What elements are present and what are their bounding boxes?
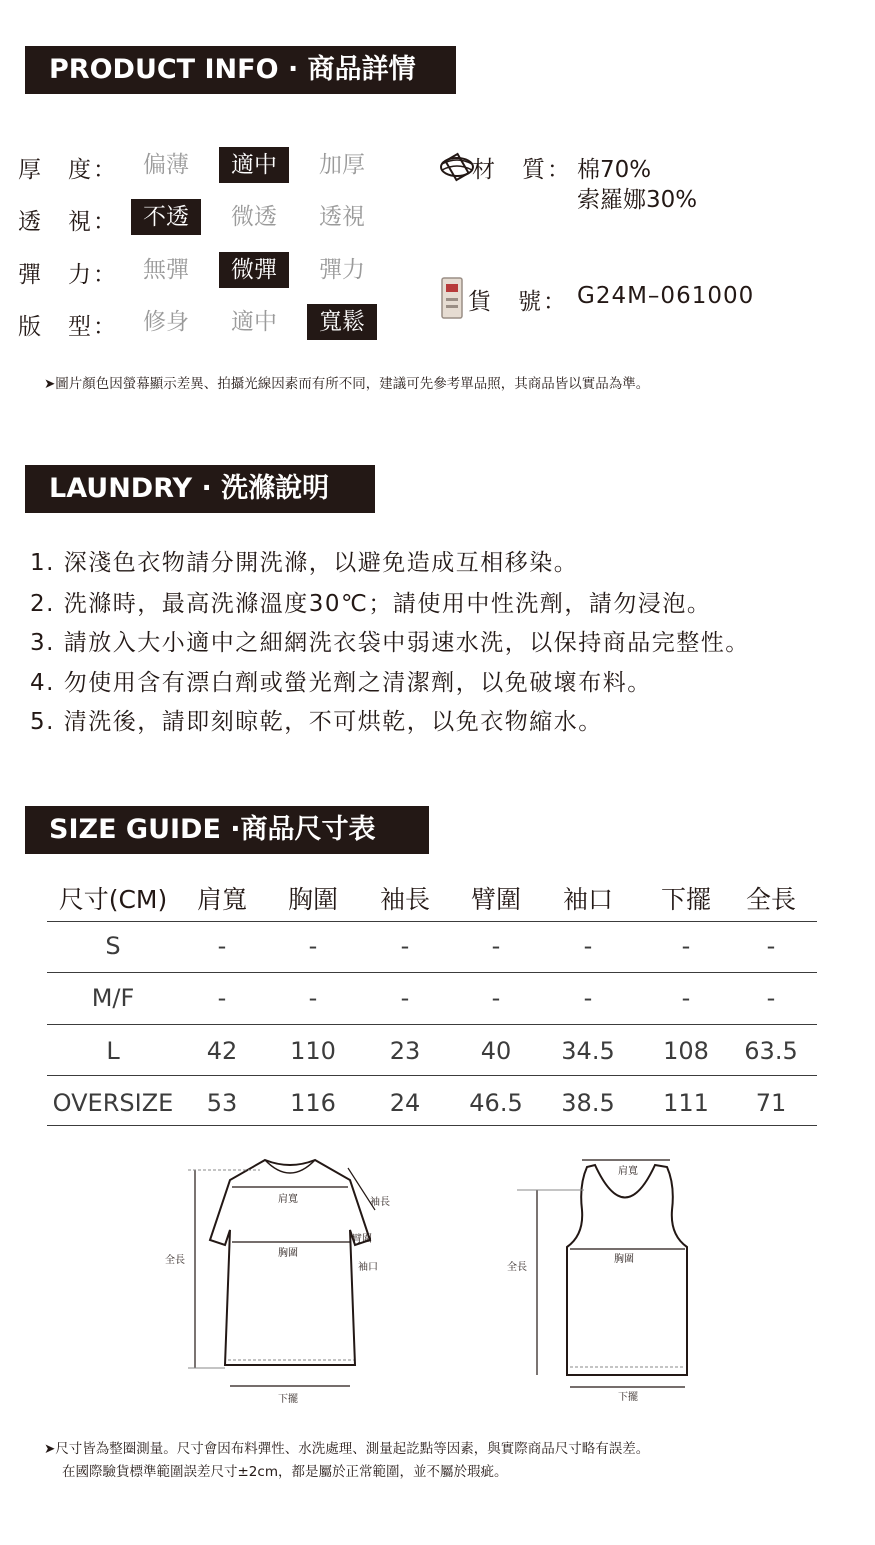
size-name-cell: L — [106, 1037, 120, 1065]
attribute-option: 無彈 — [143, 257, 189, 283]
attribute-option: 彈力 — [319, 257, 365, 283]
size-table-header-cell: 胸圍 — [287, 885, 339, 914]
cuff-label: 袖口 — [358, 1262, 378, 1273]
size-name-cell: S — [105, 932, 121, 960]
chest-label: 胸圍 — [278, 1248, 298, 1259]
material-line-1: 棉70% — [577, 157, 652, 183]
size-table-header-cell: 尺寸(CM) — [58, 885, 168, 914]
hem-label: 下擺 — [278, 1394, 298, 1405]
size-value-cell: 42 — [206, 1037, 238, 1065]
tshirt-diagram — [160, 1150, 410, 1410]
size-name-cell: M/F — [91, 984, 135, 1012]
size-value-cell: 38.5 — [561, 1089, 615, 1117]
laundry-item: 1. 深淺色衣物請分開洗滌，以避免造成互相移染。 — [30, 550, 579, 576]
tag-icon — [440, 276, 464, 320]
size-name-cell: OVERSIZE — [52, 1089, 174, 1117]
size-value-cell: - — [308, 932, 318, 960]
size-value-cell: - — [766, 984, 776, 1012]
size-value-cell: 63.5 — [744, 1037, 798, 1065]
size-value-cell: 111 — [663, 1089, 709, 1117]
attribute-option: 寬鬆 — [307, 304, 377, 340]
laundry-item: 3. 請放入大小適中之細網洗衣袋中弱速水洗，以保持商品完整性。 — [30, 630, 750, 656]
attribute-option: 微彈 — [219, 252, 289, 288]
size-value-cell: 108 — [663, 1037, 709, 1065]
size-value-cell: - — [583, 932, 593, 960]
attribute-option: 適中 — [231, 309, 277, 335]
size-value-cell: 110 — [290, 1037, 336, 1065]
attribute-option: 適中 — [219, 147, 289, 183]
svg-text:全長: 全長 — [507, 1262, 527, 1273]
attribute-label: 透 視： — [18, 209, 118, 235]
laundry-item: 4. 勿使用含有漂白劑或螢光劑之清潔劑，以免破壞布料。 — [30, 670, 652, 696]
size-value-cell: - — [766, 932, 776, 960]
size-table-header-cell: 袖長 — [379, 885, 431, 914]
size-guide-header: SIZE GUIDE ·商品尺寸表 — [25, 806, 429, 854]
size-note-1: ➤尺寸皆為整圈測量。尺寸會因布料彈性、水洗處理、測量起訖點等因素，與實際商品尺寸略有誤差。 — [44, 1441, 650, 1457]
material-line-2: 索羅娜30% — [577, 187, 698, 213]
size-value-cell: - — [491, 932, 501, 960]
size-table-header-cell: 臂圍 — [470, 885, 522, 914]
laundry-header: LAUNDRY · 洗滌說明 — [25, 465, 375, 513]
size-table-header-cell: 下擺 — [660, 885, 712, 914]
size-table-header-cell: 肩寬 — [196, 885, 248, 914]
attribute-option: 修身 — [143, 309, 189, 335]
svg-text:胸圍: 胸圍 — [614, 1254, 634, 1265]
size-value-cell: 53 — [206, 1089, 238, 1117]
shoulder-label: 肩寬 — [278, 1194, 298, 1205]
size-value-cell: 23 — [389, 1037, 421, 1065]
sku-value: G24M–061000 — [577, 283, 755, 309]
size-value-cell: 34.5 — [561, 1037, 615, 1065]
size-value-cell: - — [400, 984, 410, 1012]
size-value-cell: - — [217, 932, 227, 960]
laundry-item: 2. 洗滌時，最高洗滌溫度30℃；請使用中性洗劑，請勿浸泡。 — [30, 591, 712, 617]
size-value-cell: - — [681, 984, 691, 1012]
table-divider — [47, 921, 817, 922]
svg-text:下擺: 下擺 — [618, 1392, 638, 1403]
size-value-cell: 46.5 — [469, 1089, 523, 1117]
arm-label: 臂圍 — [352, 1234, 372, 1245]
attribute-option: 透視 — [319, 204, 365, 230]
size-value-cell: 24 — [389, 1089, 421, 1117]
length-label: 全長 — [165, 1255, 185, 1266]
product-note: ➤圖片顏色因螢幕顯示差異、拍攝光線因素而有所不同，建議可先參考單品照，其商品皆以實品為準。 — [44, 376, 650, 392]
table-divider — [47, 1075, 817, 1076]
size-table-header-cell: 全長 — [745, 885, 797, 914]
table-divider — [47, 972, 817, 973]
tank-top-diagram — [500, 1155, 720, 1410]
sku-label: 貨 號： — [468, 289, 568, 315]
svg-text:肩寬: 肩寬 — [618, 1166, 638, 1177]
attribute-label: 彈 力： — [18, 262, 118, 288]
attribute-option: 微透 — [231, 204, 277, 230]
product-info-header: PRODUCT INFO · 商品詳情 — [25, 46, 456, 94]
attribute-label: 厚 度： — [18, 157, 118, 183]
size-value-cell: - — [217, 984, 227, 1012]
attribute-option: 偏薄 — [143, 152, 189, 178]
size-value-cell: - — [308, 984, 318, 1012]
material-label: 材 質： — [472, 157, 572, 183]
size-table-header-cell: 袖口 — [562, 885, 614, 914]
attribute-option: 不透 — [131, 199, 201, 235]
attribute-option: 加厚 — [319, 152, 365, 178]
size-value-cell: - — [583, 984, 593, 1012]
sleeve-label: 袖長 — [370, 1197, 390, 1208]
table-divider — [47, 1125, 817, 1126]
size-value-cell: 40 — [480, 1037, 512, 1065]
size-value-cell: 71 — [755, 1089, 787, 1117]
size-note-2: 在國際驗貨標準範圍誤差尺寸±2cm，都是屬於正常範圍，並不屬於瑕疵。 — [62, 1464, 508, 1480]
attribute-label: 版 型： — [18, 314, 118, 340]
laundry-item: 5. 清洗後，請即刻晾乾，不可烘乾，以免衣物縮水。 — [30, 709, 603, 735]
size-value-cell: - — [491, 984, 501, 1012]
size-value-cell: - — [400, 932, 410, 960]
size-value-cell: 116 — [290, 1089, 336, 1117]
size-value-cell: - — [681, 932, 691, 960]
table-divider — [47, 1024, 817, 1025]
